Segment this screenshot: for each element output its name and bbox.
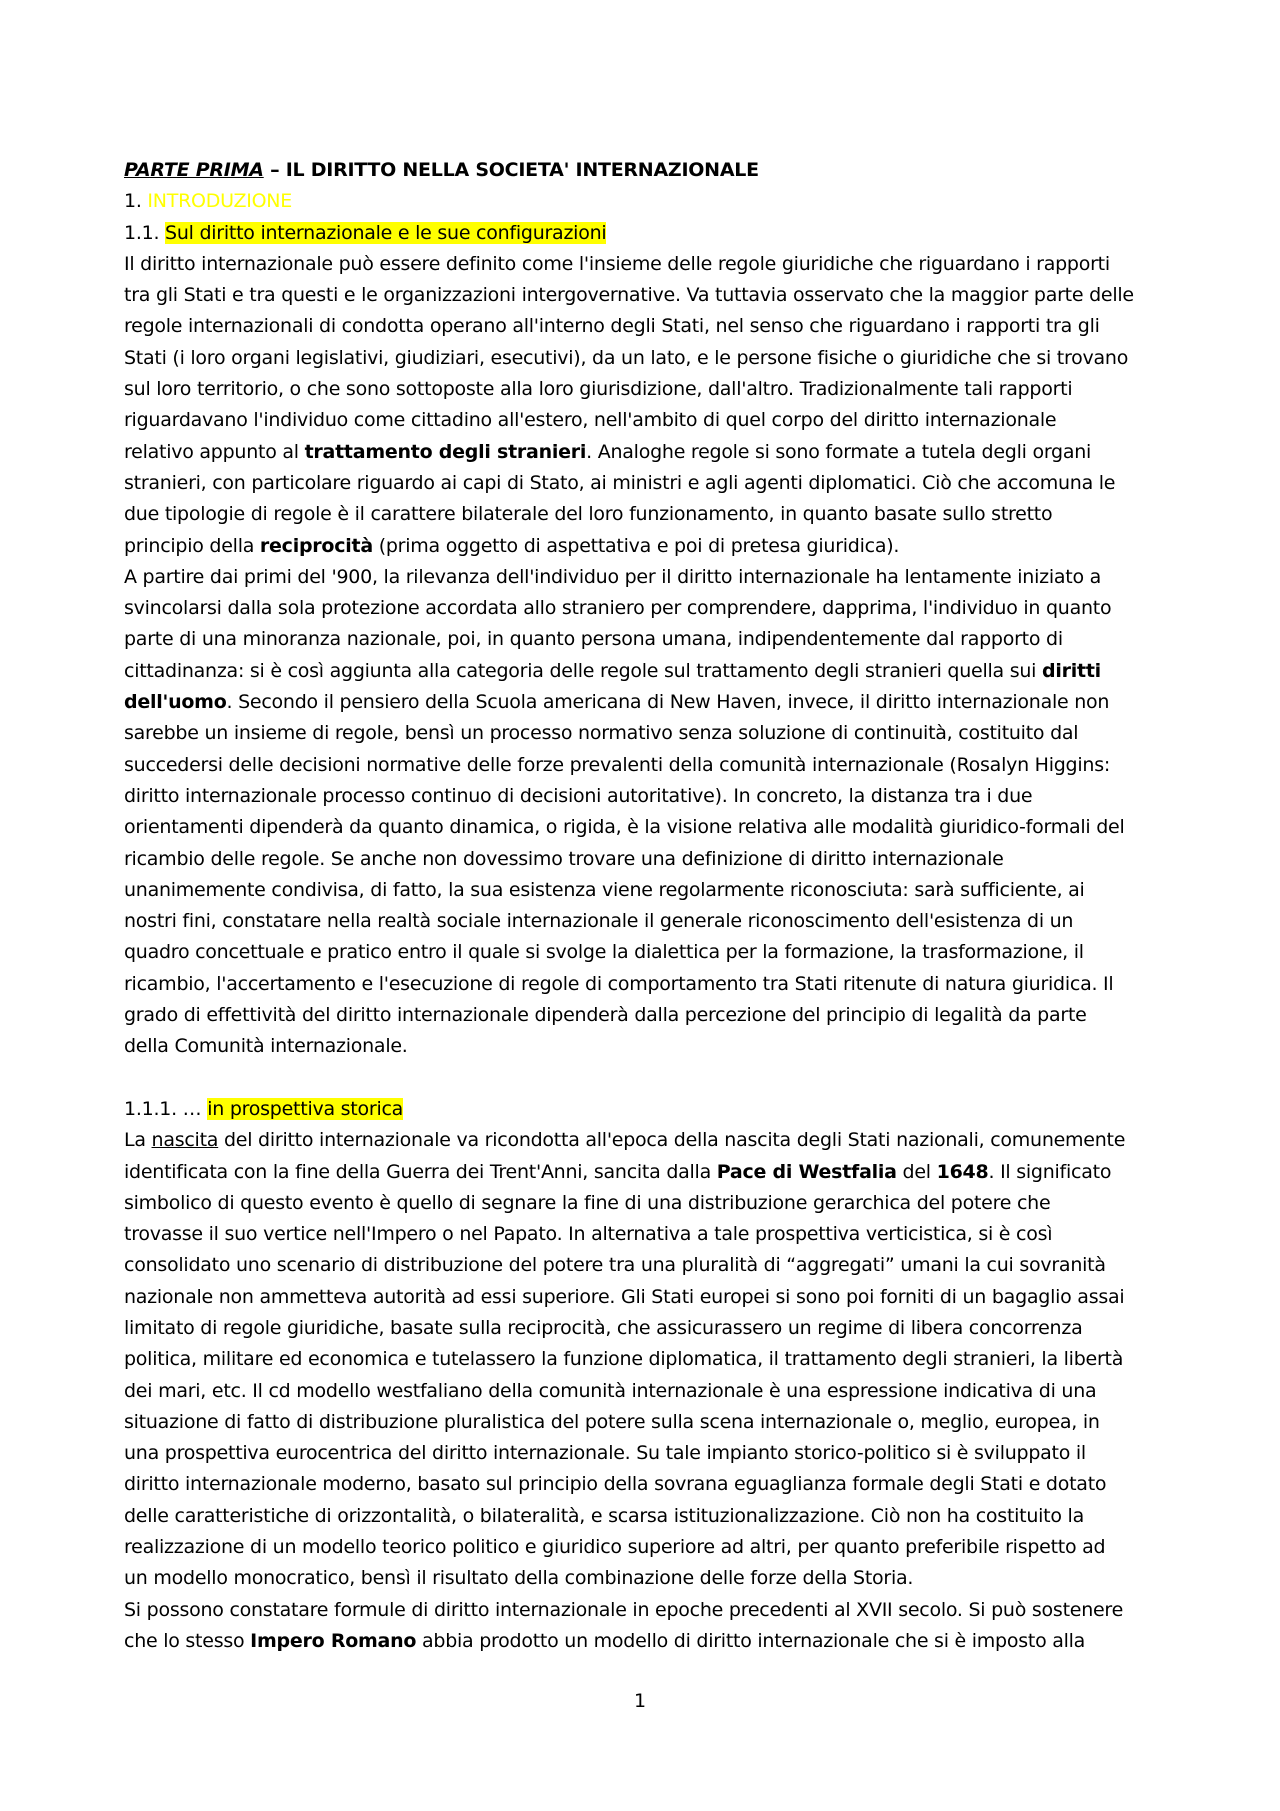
text-line: A partire dai primi del '900, la rilevanza dell'individuo per il diritto internazionale ha lentamente iniziato a (124, 565, 1102, 588)
section-number: 1. (124, 190, 148, 213)
text-run: che lo stesso (124, 1629, 251, 1652)
text-line: succedersi delle decisioni normative delle forze prevalenti della comunità internazionale (Rosalyn Higgins: (124, 753, 1110, 776)
text-line (124, 1157, 1170, 1188)
text-line: consolidato uno scenario di distribuzione del potere tra una pluralità di “aggregati” umani la cui sovranità (124, 1254, 1106, 1277)
text-line: parte di una minoranza nazionale, poi, in quanto persona umana, indipendentemente dal rapporto di (124, 628, 1063, 651)
text-line: due tipologie di regole è il carattere bilaterale del loro funzionamento, in quanto basate sullo stretto (124, 503, 1053, 526)
section-title: INTRODUZIONE (147, 190, 292, 213)
text-line: politica, militare ed economica e tutelassero la funzione diplomatica, il trattamento degli stranieri, la libertà (124, 1348, 1124, 1371)
text-line: Il diritto internazionale può essere definito come l'insieme delle regole giuridiche che riguardano i rapporti (124, 252, 1110, 275)
bold-term: 1648 (936, 1160, 989, 1183)
text-line: grado di effettività del diritto internazionale dipenderà dalla percezione del principio di legalità da parte (124, 1004, 1087, 1027)
text-line: riguardavano l'individuo come cittadino all'estero, nell'ambito di quel corpo del diritto internazionale (124, 409, 1057, 432)
text-run: . Il significato (988, 1160, 1112, 1183)
text-line: svincolarsi dalla sola protezione accordata allo straniero per comprendere, dapprima, l'individuo in quanto (124, 597, 1112, 620)
text-line: sul loro territorio, o che sono sottoposte alla loro giurisdizione, dall'altro. Tradizionalmente tali rapporti (124, 378, 1073, 401)
text-line: limitato di regole giuridiche, basate sulla reciprocità, che assicurassero un regime di libera concorrenza (124, 1316, 1083, 1339)
text-line: regole internazionali di condotta operano all'interno degli Stati, nel senso che riguardano i rapporti tra gli (124, 315, 1100, 338)
text-line: Si possono constatare formule di diritto internazionale in epoche precedenti al XVII secolo. Si può sostenere (124, 1598, 1124, 1621)
section-number: 1.1.1. … (124, 1097, 208, 1120)
bold-term: Pace di Westfalia (716, 1160, 897, 1183)
text-line: dei mari, etc. Il cd modello westfaliano della comunità internazionale è una espressione indicativa di una (124, 1379, 1097, 1402)
section-heading-1 (124, 186, 1170, 217)
text-line: sarebbe un insieme di regole, bensì un processo normativo senza soluzione di continuità, costituito dal (124, 722, 1079, 745)
text-line (124, 531, 1170, 562)
text-line (124, 1626, 1170, 1657)
document-body (124, 155, 1170, 1657)
section-number: 1.1. (124, 221, 166, 244)
bold-term: dell'uomo (124, 691, 227, 714)
text-run: . Analoghe regole si sono formate a tutela degli organi (586, 440, 1092, 463)
text-line: orientamenti dipenderà da quanto dinamica, o rigida, è la visione relativa alle modalità giuridico-formali del (124, 816, 1125, 839)
text-line: unanimemente condivisa, di fatto, la sua esistenza viene regolarmente riconosciuta: sarà sufficiente, ai (124, 878, 1085, 901)
part-label: PARTE PRIMA (124, 159, 264, 181)
text-run: . Secondo il pensiero della Scuola americana di New Haven, invece, il diritto internazionale non (226, 691, 1110, 714)
text-line: ricambio delle regole. Se anche non dovessimo trovare una definizione di diritto internazionale (124, 847, 1004, 870)
text-line: simbolico di questo evento è quello di segnare la fine di una distribuzione gerarchica del potere che (124, 1191, 1051, 1214)
bold-term: Impero Romano (250, 1629, 417, 1652)
text-line: nostri fini, constatare nella realtà sociale internazionale il generale riconoscimento dell'esistenza di un (124, 910, 1074, 933)
text-line: quadro concettuale e pratico entro il quale si svolge la dialettica per la formazione, la trasformazione, il (124, 941, 1084, 964)
text-line: situazione di fatto di distribuzione pluralistica del potere sulla scena internazionale o, meglio, europea, in (124, 1410, 1100, 1433)
text-line (124, 656, 1170, 687)
text-run: del diritto internazionale va ricondotta all'epoca della nascita degli Stati nazionali, comunemente (218, 1129, 1126, 1152)
text-run: del (896, 1160, 937, 1183)
paragraph-1 (124, 249, 1170, 562)
text-line: un modello monocratico, bensì il risultato della combinazione delle forze della Storia. (124, 1567, 914, 1590)
text-run: abbia prodotto un modello di diritto internazionale che si è imposto alla (416, 1629, 1086, 1652)
blank-line (124, 1063, 1170, 1094)
part-heading (124, 155, 1170, 186)
text-line (124, 687, 1170, 718)
text-line: Stati (i loro organi legislativi, giudiziari, esecutivi), da un lato, e le persone fisiche o giuridiche che si trovano (124, 346, 1129, 369)
text-line: diritto internazionale processo continuo di decisioni autoritative). In concreto, la distanza tra i due (124, 784, 1033, 807)
text-run: La (124, 1129, 152, 1152)
text-line: realizzazione di un modello teorico politico e giuridico superiore ad altri, per quanto preferibile rispetto ad (124, 1536, 1106, 1559)
text-line: trovasse il suo vertice nell'Impero o nel Papato. In alternativa a tale prospettiva verticistica, si è così (124, 1223, 1053, 1246)
text-run: (prima oggetto di aspettativa e poi di pretesa giuridica). (372, 534, 900, 557)
bold-term: trattamento degli stranieri (304, 440, 587, 463)
paragraph-2 (124, 562, 1170, 1063)
text-line (124, 1125, 1170, 1156)
section-heading-1-1 (124, 218, 1170, 249)
text-line: stranieri, con particolare riguardo ai capi di Stato, ai ministri e agli agenti diplomatici. Ciò che accomuna le (124, 471, 1116, 494)
text-line (124, 437, 1170, 468)
bold-term: diritti (1041, 659, 1101, 682)
highlighted-section-title: in prospettiva storica (207, 1097, 404, 1120)
text-line: nazionale non ammetteva autorità ad essi superiore. Gli Stati europei si sono poi forniti di un bagaglio assai (124, 1285, 1125, 1308)
text-run: principio della (124, 534, 260, 557)
highlighted-section-title: Sul diritto internazionale e le sue configurazioni (165, 221, 607, 244)
bold-term: reciprocità (259, 534, 373, 557)
text-line: delle caratteristiche di orizzontalità, o bilateralità, e scarsa istituzionalizzazione. Ciò non ha costituito la (124, 1504, 1084, 1527)
page-number: 1 (633, 1690, 647, 1712)
paragraph-4 (124, 1595, 1170, 1658)
text-run: identificata con la fine della Guerra dei Trent'Anni, sancita dalla (124, 1160, 717, 1183)
paragraph-3 (124, 1125, 1170, 1594)
text-line: una prospettiva eurocentrica del diritto internazionale. Su tale impianto storico-politico si è sviluppato il (124, 1442, 1086, 1465)
section-heading-1-1-1 (124, 1094, 1170, 1125)
text-line: ricambio, l'accertamento e l'esecuzione di regole di comportamento tra Stati ritenute di natura giuridica. Il (124, 972, 1114, 995)
text-line: diritto internazionale moderno, basato sul principio della sovrana eguaglianza formale degli Stati e dotato (124, 1473, 1107, 1496)
text-line: tra gli Stati e tra questi e le organizzazioni intergovernative. Va tuttavia osservato che la maggior parte delle (124, 284, 1134, 307)
underlined-term: nascita (151, 1129, 219, 1152)
text-run: relativo appunto al (124, 440, 305, 463)
part-title: – IL DIRITTO NELLA SOCIETA' INTERNAZIONALE (263, 159, 759, 181)
text-run: cittadinanza: si è così aggiunta alla categoria delle regole sul trattamento degli stranieri quella sui (124, 659, 1042, 682)
text-line: della Comunità internazionale. (124, 1035, 408, 1058)
